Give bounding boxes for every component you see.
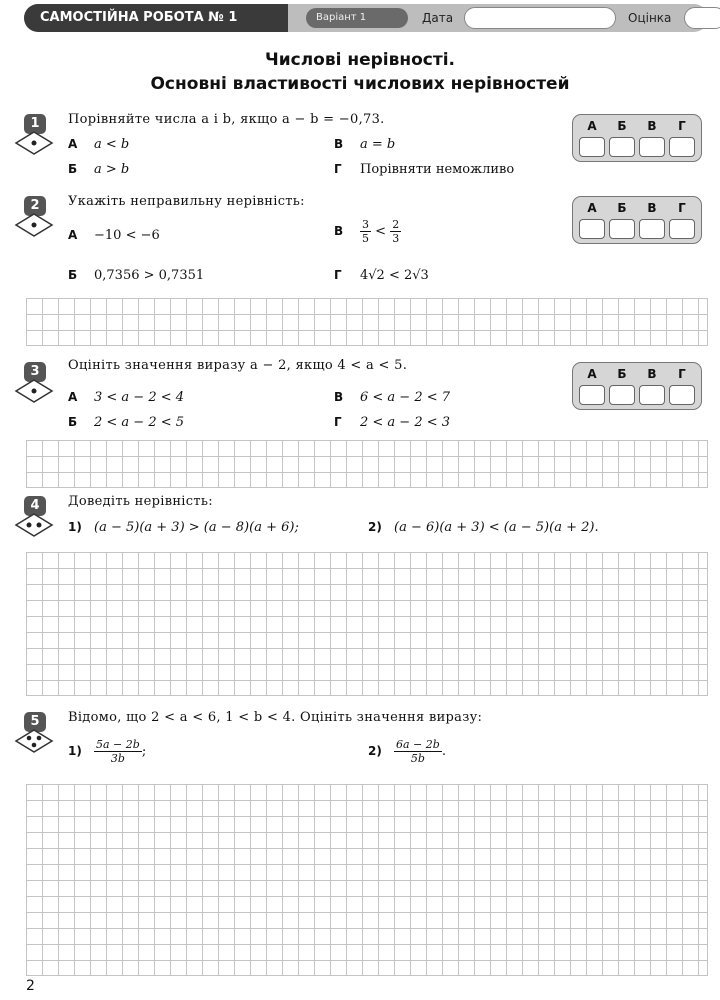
option-letter: Г (334, 415, 342, 429)
work-grid[interactable] (26, 784, 708, 976)
work-grid[interactable] (26, 298, 708, 346)
task-question: Порівняйте числа a і b, якщо a − b = −0,73. (68, 112, 385, 127)
answer-letter: Б (617, 119, 627, 133)
answer-option (334, 162, 514, 177)
task-question: Оцініть значення виразу a − 2, якщо 4 < a < 5. (68, 358, 408, 373)
answer-letter: Г (678, 119, 686, 133)
answer-cell[interactable] (639, 219, 665, 239)
option-letter: А (68, 137, 78, 151)
option-letter: Б (68, 162, 78, 176)
answer-letter: В (647, 201, 657, 215)
grade-label: Оцінка (628, 11, 672, 25)
task-item (368, 520, 599, 535)
task-number: 2 (24, 196, 46, 216)
answer-box (572, 114, 702, 162)
date-field[interactable] (464, 7, 616, 29)
answer-option (334, 137, 395, 152)
task-question: Відомо, що 2 < a < 6, 1 < b < 4. Оцініть значення виразу: (68, 710, 483, 725)
work-grid[interactable] (26, 440, 708, 488)
work-grid[interactable] (26, 552, 708, 696)
answer-option (68, 137, 129, 152)
option-text: a = b (360, 137, 396, 152)
option-text: 3 < a − 2 < 4 (94, 390, 185, 405)
task-number: 1 (24, 114, 46, 134)
difficulty-dice-icon (14, 378, 54, 404)
option-text: a < b (94, 137, 130, 152)
answer-cell[interactable] (669, 385, 695, 405)
task-badge (14, 114, 54, 158)
answer-option (334, 415, 450, 430)
variant-label: Варіант 1 (306, 8, 408, 28)
task-item (68, 520, 299, 535)
answer-option (68, 162, 129, 177)
answer-option: В $\frac{3}{5}$ < $\frac{2}{3}$ (334, 218, 400, 245)
answer-letter: Г (678, 201, 686, 215)
header-bar (24, 4, 708, 32)
fraction: $\frac{6a - 2b}{5b}$ (396, 738, 440, 765)
task-badge (14, 362, 54, 406)
difficulty-dice-icon (14, 728, 54, 754)
option-letter: В (334, 137, 344, 151)
work-title: САМОСТІЙНА РОБОТА № 1 (24, 4, 288, 32)
option-letter: А (68, 228, 78, 242)
page-title: Числові нерівності. (264, 50, 456, 70)
item-text: (a − 6)(a + 3) < (a − 5)(a + 2). (394, 520, 599, 535)
task-badge (14, 712, 54, 756)
page-subtitle: Основні властивості числових нерівностей (150, 74, 570, 94)
page-number: 2 (26, 978, 35, 994)
task-item: 2) $\frac{6a - 2b}{5b}$ . (368, 738, 446, 765)
option-letter: В (334, 224, 344, 238)
answer-box (572, 196, 702, 244)
answer-letter: А (587, 367, 597, 381)
answer-letter: Б (617, 367, 627, 381)
task-question: Укажіть неправильну нерівність: (68, 194, 305, 209)
answer-option (334, 390, 450, 405)
option-letter: Г (334, 162, 342, 176)
answer-letter: Г (678, 367, 686, 381)
answer-cell[interactable] (579, 137, 605, 157)
answer-cell[interactable] (639, 385, 665, 405)
option-text: Порівняти неможливо (360, 162, 515, 177)
option-text: 2 < a − 2 < 3 (360, 415, 451, 430)
difficulty-dice-icon (14, 512, 54, 538)
answer-option (68, 415, 184, 430)
answer-option (334, 268, 429, 283)
date-label: Дата (422, 11, 454, 25)
option-text: a > b (94, 162, 130, 177)
answer-option (68, 390, 184, 405)
answer-cell[interactable] (609, 385, 635, 405)
option-text: 0,7356 > 0,7351 (94, 268, 205, 283)
answer-letter: А (587, 119, 597, 133)
item-label: 1) (68, 520, 82, 534)
item-label: 2) (368, 520, 382, 534)
item-text: (a − 5)(a + 3) > (a − 8)(a + 6); (94, 520, 299, 535)
task-badge (14, 196, 54, 240)
fraction: $\frac{5a - 2b}{3b}$ (96, 738, 140, 765)
answer-option (68, 228, 160, 243)
option-text: −10 < −6 (94, 228, 160, 243)
answer-letter: В (647, 367, 657, 381)
difficulty-dice-icon (14, 212, 54, 238)
item-label: 2) (368, 744, 382, 758)
answer-cell[interactable] (669, 137, 695, 157)
task-number: 5 (24, 712, 46, 732)
answer-letter: Б (617, 201, 627, 215)
answer-option (68, 268, 204, 283)
fraction: $\frac{2}{3}$ (392, 218, 400, 245)
option-text: 6 < a − 2 < 7 (360, 390, 451, 405)
task-number: 4 (24, 496, 46, 516)
answer-cell[interactable] (579, 219, 605, 239)
option-text: 2 < a − 2 < 5 (94, 415, 185, 430)
option-letter: Г (334, 268, 342, 282)
answer-cell[interactable] (669, 219, 695, 239)
grade-field[interactable] (684, 7, 720, 29)
option-text: 4√2 < 2√3 (360, 268, 429, 283)
answer-box (572, 362, 702, 410)
task-item: 1) $\frac{5a - 2b}{3b}$ ; (68, 738, 147, 765)
answer-letter: В (647, 119, 657, 133)
answer-cell[interactable] (579, 385, 605, 405)
option-letter: Б (68, 268, 78, 282)
answer-cell[interactable] (609, 219, 635, 239)
option-letter: А (68, 390, 78, 404)
fraction: $\frac{3}{5}$ (362, 218, 369, 245)
item-label: 1) (68, 744, 82, 758)
answer-letter: А (587, 201, 597, 215)
difficulty-dice-icon (14, 130, 54, 156)
task-question: Доведіть нерівність: (68, 494, 213, 509)
task-number: 3 (24, 362, 46, 382)
option-letter: В (334, 390, 344, 404)
option-letter: Б (68, 415, 78, 429)
answer-cell[interactable] (639, 137, 665, 157)
task-badge (14, 496, 54, 540)
answer-cell[interactable] (609, 137, 635, 157)
